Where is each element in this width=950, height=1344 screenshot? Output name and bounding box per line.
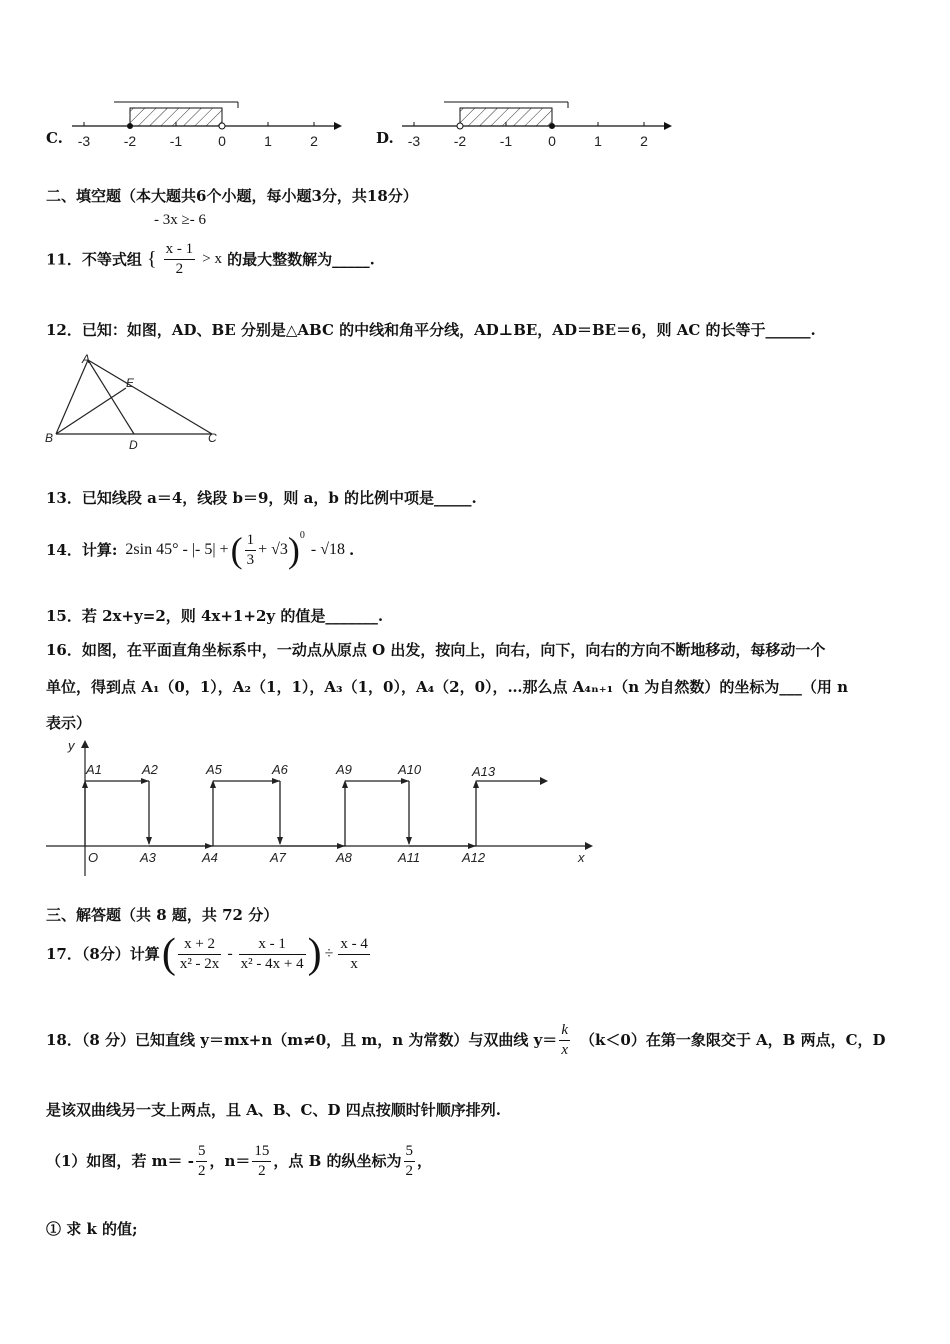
section-2-title: 二、填空题（本大题共6个小题，每小题3分，共18分） xyxy=(46,187,418,205)
point-label: A1 xyxy=(86,762,102,777)
q18-sub-1: ① 求 k 的值; xyxy=(46,1220,138,1238)
q17-prefix: 17．（8分）计算 xyxy=(46,945,160,963)
label-e: E xyxy=(126,376,135,390)
q18-b-fraction xyxy=(404,1142,416,1181)
label-a: A xyxy=(82,352,91,366)
number-line-d xyxy=(396,96,676,152)
q14-plus-sqrt: + √3 xyxy=(258,541,288,558)
q11-inequality-1: - 3x ≥- 6 xyxy=(154,212,206,228)
q18-b-end: ， xyxy=(417,1152,433,1170)
tick-label: 2 xyxy=(310,133,318,149)
q17-f1-num: x + 2 xyxy=(184,935,216,952)
q14-exponent: 0 xyxy=(299,530,305,541)
q13-text: 13．已知线段 a＝4，线段 b＝9，则 a，b 的比例中项是_____. xyxy=(46,489,477,507)
q18-n-label: ，n＝ xyxy=(209,1152,251,1170)
q18-m-fraction xyxy=(196,1142,208,1181)
label-b: B xyxy=(45,431,54,445)
q18-p1-prefix: （1）如图，若 m＝ - xyxy=(46,1152,194,1170)
q14-frac-num: 1 xyxy=(246,531,255,548)
q17-fraction-2 xyxy=(239,935,306,974)
point-label: A10 xyxy=(398,762,422,777)
section-3-title: 三、解答题（共 8 题，共 72 分） xyxy=(46,906,279,924)
q14-prefix: 14．计算: xyxy=(46,541,118,559)
q18-b-den: 2 xyxy=(405,1162,414,1179)
point-label: A13 xyxy=(472,764,496,779)
tick-label: -2 xyxy=(123,133,137,149)
q14-rparen: ) xyxy=(287,530,300,570)
q18-n-num: 15 xyxy=(254,1142,270,1159)
tick-label: 1 xyxy=(264,133,272,149)
q17 xyxy=(46,930,372,978)
q17-divide: ÷ xyxy=(324,945,334,962)
point-label: A5 xyxy=(206,762,222,777)
option-c-label: C. xyxy=(46,129,63,147)
q18-k-den: x xyxy=(561,1041,568,1058)
tick-label: 2 xyxy=(640,133,648,149)
point-label: A11 xyxy=(398,850,421,865)
q11-fraction xyxy=(164,240,196,279)
q14-frac-den: 3 xyxy=(246,551,255,568)
q17-f3-den: x xyxy=(338,954,370,974)
q17-f2-num: x - 1 xyxy=(258,935,286,952)
tick-label: -3 xyxy=(77,133,91,149)
q11-frac-den: 2 xyxy=(164,259,196,279)
q11-prefix: 11．不等式组 xyxy=(46,250,142,269)
q17-f1-den: x² - 2x xyxy=(179,955,220,972)
q11-suffix: 的最大整数解为_____. xyxy=(227,250,375,269)
q15-text: 15．若 2x+y=2，则 4x+1+2y 的值是_______. xyxy=(46,607,384,625)
tick-label: -1 xyxy=(499,133,513,149)
q17-fraction-1 xyxy=(178,935,222,974)
q12-triangle-figure xyxy=(42,350,232,455)
axis-x-label: x xyxy=(578,850,585,865)
option-d-label: D. xyxy=(376,129,394,147)
point-label: A2 xyxy=(142,762,158,777)
q18-k-num: k xyxy=(561,1021,568,1038)
q11-frac-num: x - 1 xyxy=(165,241,194,257)
point-label: A12 xyxy=(462,850,486,865)
point-label: A8 xyxy=(336,850,352,865)
q12-text: 12．已知：如图，AD、BE 分别是△ABC 的中线和角平分线，AD⊥BE，AD＝BE＝6，则 AC 的长等于______. xyxy=(46,321,816,339)
q18-b-label: ，点 B 的纵坐标为 xyxy=(273,1152,402,1170)
q18-line-1b: （k＜0）在第一象限交于 A，B 两点，C，D xyxy=(579,1031,886,1049)
q11-gt: > x xyxy=(202,251,222,267)
q18-line-2: 是该双曲线另一支上两点，且 A、B、C、D 四点按顺时针顺序排列. xyxy=(46,1101,501,1119)
q18-b-num: 5 xyxy=(405,1142,414,1159)
q18-line-1a: 18．（8 分）已知直线 y＝mx+n（m≠0，且 m，n 为常数）与双曲线 y＝ xyxy=(46,1031,558,1049)
q14-fraction xyxy=(245,531,257,570)
q14-end: . xyxy=(349,541,355,559)
q14-lparen: ( xyxy=(230,530,243,570)
q18-n-fraction xyxy=(252,1142,271,1181)
q11 xyxy=(46,240,375,279)
origin-label: O xyxy=(88,850,99,865)
q14-term1: 2sin 45° - |- 5| + xyxy=(125,541,229,558)
tick-label: -3 xyxy=(407,133,421,149)
point-label: A3 xyxy=(140,850,156,865)
q18-m-num: 5 xyxy=(197,1142,206,1159)
q17-lparen: ( xyxy=(161,931,176,977)
tick-label: -1 xyxy=(169,133,183,149)
label-d: D xyxy=(129,438,138,452)
tick-label: -2 xyxy=(453,133,467,149)
tick-label: 0 xyxy=(218,133,226,149)
q16-line-3: 表示） xyxy=(46,714,92,732)
point-label: A6 xyxy=(272,762,288,777)
q17-minus: - xyxy=(227,945,233,962)
q14 xyxy=(46,528,354,572)
q18-k-fraction xyxy=(559,1021,570,1060)
q11-brace: { xyxy=(146,248,157,270)
point-label: A7 xyxy=(270,850,286,865)
q17-f2-den: x² - 4x + 4 xyxy=(240,955,304,972)
label-c: C xyxy=(208,431,217,445)
q16-line-2: 单位，得到点 A₁（0，1），A₂（1，1），A₃（1，0），A₄（2，0），…那么点 A₄ₙ₊₁（n 为自然数）的坐标为___（用 n xyxy=(46,678,849,696)
q16-path-figure xyxy=(40,736,600,882)
tick-label: 0 xyxy=(548,133,556,149)
q17-f3-num: x - 4 xyxy=(340,935,368,952)
q16-line-1: 16．如图，在平面直角坐标系中，一动点从原点 O 出发，按向上，向右，向下，向右的方向不断地移动，每移动一个 xyxy=(46,641,826,659)
q18-n-den: 2 xyxy=(252,1161,271,1181)
tick-label: 1 xyxy=(594,133,602,149)
q18-line-1 xyxy=(46,1012,886,1068)
point-label: A9 xyxy=(336,762,352,777)
number-line-c xyxy=(66,96,346,152)
q18-m-den: 2 xyxy=(197,1162,206,1179)
q18-part-1 xyxy=(46,1138,432,1184)
q14-tail: - √18 xyxy=(310,541,345,558)
q17-rparen: ) xyxy=(307,931,322,977)
q17-fraction-3 xyxy=(338,935,370,974)
axis-y-label: y xyxy=(68,738,75,753)
point-label: A4 xyxy=(202,850,218,865)
